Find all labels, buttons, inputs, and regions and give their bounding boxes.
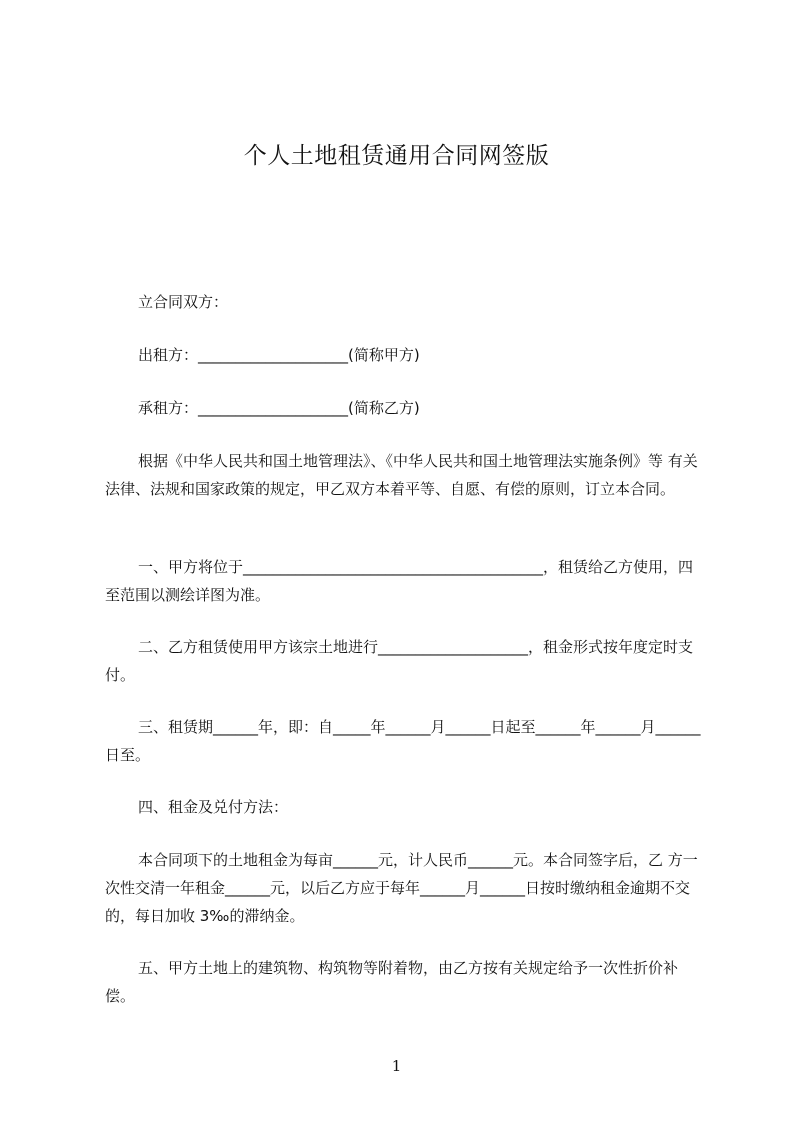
lessee-line: 承租方：____________________(简称乙方) <box>138 399 420 417</box>
document-title: 个人土地租赁通用合同网签版 <box>243 143 550 169</box>
preamble-paragraph: 根据《中华人民共和国土地管理法》、《中华人民共和国土地管理法实施条例》等 有关法律、法规和国家政策的规定，甲乙双方本着平等、自愿、有偿的原则，订立本合同。 <box>105 452 698 498</box>
clause-5-paragraph: 五、甲方土地上的建筑物、构筑物等附着物，由乙方按有关规定给予一次性折价补偿。 <box>105 959 679 1005</box>
clause-4-detail-paragraph: 本合同项下的土地租金为每亩______元，计人民币______元。本合同签字后，乙 方一次性交清一年租金______元，以后乙方应于每年______月______日按时缴纳租金逾期不交的，每日加收 3‰的滞纳金。 <box>105 851 698 925</box>
clause-3-paragraph: 三、租赁期______年，即：自_____年______月______日起至______年______月______日至。 <box>105 718 701 764</box>
lessor-line: 出租方：____________________(简称甲方) <box>138 346 420 364</box>
clause-2-paragraph: 二、乙方租赁使用甲方该宗土地进行____________________，租金形式按年度定时支付。 <box>105 638 694 684</box>
clause-1-paragraph: 一、甲方将位于________________________________________，租赁给乙方使用，四至范围以测绘详图为准。 <box>105 558 694 604</box>
page-number: 1 <box>391 1057 402 1075</box>
clause-4-heading: 四、租金及兑付方法： <box>138 798 289 816</box>
parties-heading: 立合同双方： <box>138 293 229 311</box>
